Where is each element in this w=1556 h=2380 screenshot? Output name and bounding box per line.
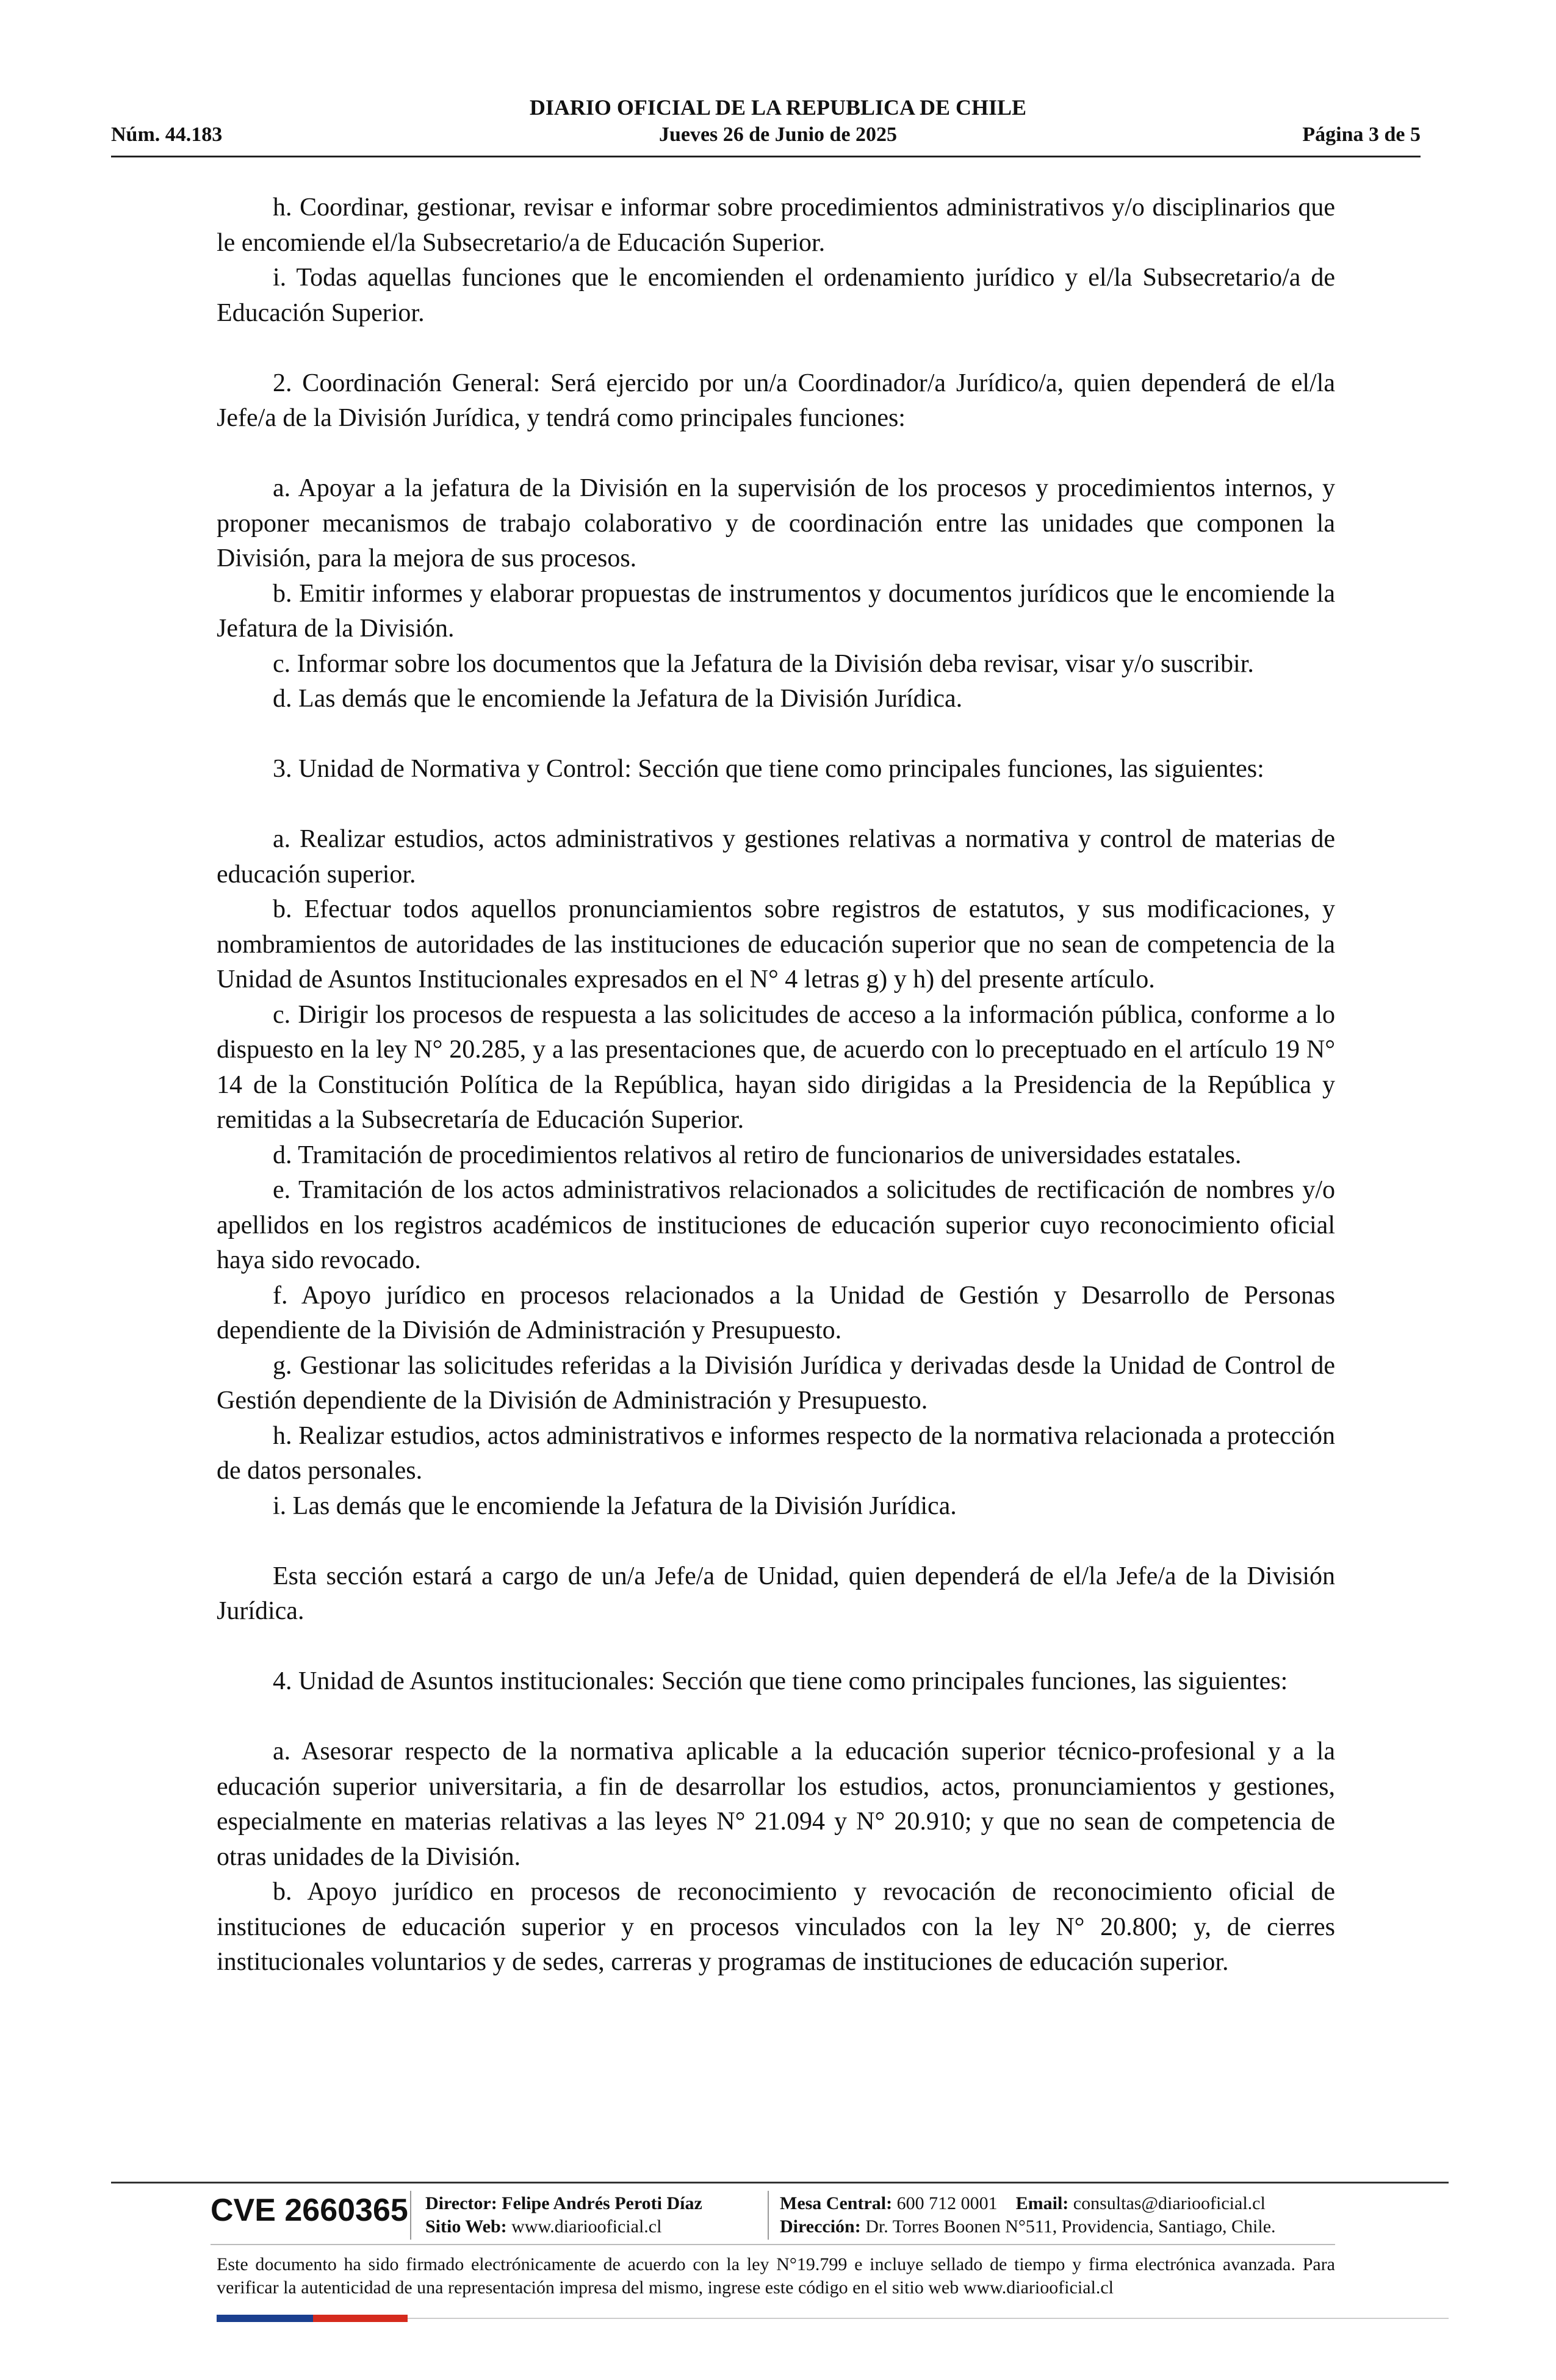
paragraph: Esta sección estará a cargo de un/a Jefe/a de Unidad, quien dependerá de el/la Jefe/a de la División Jurídica.	[217, 1562, 1335, 1625]
paragraph: h. Coordinar, gestionar, revisar e informar sobre procedimientos administrativos y/o disciplinarios que le encomiende el/la Subsecretario/a de Educación Superior.	[217, 193, 1335, 257]
paragraph: i. Todas aquellas funciones que le encomienden el ordenamiento jurídico y el/la Subsecretario/a de Educación Superior.	[217, 264, 1335, 327]
director-label: Director:	[425, 2193, 497, 2213]
email-label: Email:	[1015, 2193, 1069, 2213]
paragraph: a. Realizar estudios, actos administrativos y gestiones relativas a normativa y control de materias de educación superior.	[217, 825, 1335, 889]
paragraph: e. Tramitación de los actos administrativos relacionados a solicitudes de rectificación de nombres y/o apellidos en los registros académicos de instituciones de educación superior cuyo reconocimiento oficial haya sido revocado.	[217, 1176, 1335, 1274]
cve-code: CVE 2660365	[211, 2193, 408, 2228]
footer-director-block	[425, 2192, 702, 2238]
director-name: Felipe Andrés Peroti Díaz	[502, 2193, 702, 2213]
flag-bar-red	[313, 2315, 408, 2322]
newspaper-title: DIARIO OFICIAL DE LA REPUBLICA DE CHILE	[529, 95, 1027, 120]
paragraph: 2. Coordinación General: Será ejercido por un/a Coordinador/a Jurídico/a, quien dependerá de el/la Jefe/a de la División Jurídica, y tendrá como principales funciones:	[217, 369, 1335, 432]
issue-date: Jueves 26 de Junio de 2025	[658, 123, 898, 146]
flag-bar-blue	[217, 2315, 313, 2322]
footer-bottom-line	[408, 2318, 1449, 2319]
paragraph: i. Las demás que le encomiende la Jefatura de la División Jurídica.	[273, 1491, 957, 1520]
paragraph: b. Emitir informes y elaborar propuestas de instrumentos y documentos jurídicos que le encomiende la Jefatura de la División.	[217, 579, 1335, 643]
paragraph: h. Realizar estudios, actos administrativos e informes respecto de la normativa relacionada a protección de datos personales.	[217, 1421, 1335, 1485]
paragraph: d. Tramitación de procedimientos relativos al retiro de funcionarios de universidades estatales.	[273, 1141, 1242, 1169]
paragraph: d. Las demás que le encomiende la Jefatura de la División Jurídica.	[273, 685, 963, 713]
email-link[interactable]: consultas@diariooficial.cl	[1073, 2193, 1266, 2213]
header-divider	[111, 156, 1421, 157]
paragraph: b. Apoyo jurídico en procesos de reconocimiento y revocación de reconocimiento oficial de instituciones de educación superior y en procesos vinculados con la ley N° 20.800; y, de cierres institucionales voluntarios y de sedes, carreras y programas de instituciones de educación superior.	[217, 1878, 1335, 1976]
mesa-label: Mesa Central:	[780, 2193, 893, 2213]
footer-separator	[768, 2191, 769, 2240]
issue-number: Núm. 44.183	[111, 123, 223, 146]
footer-separator	[410, 2191, 411, 2240]
site-link[interactable]: www.diariooficial.cl	[511, 2216, 662, 2237]
paragraph: g. Gestionar las solicitudes referidas a la División Jurídica y derivadas desde la Unidad de Control de Gestión dependiente de la División de Administración y Presupuesto.	[217, 1351, 1335, 1415]
footer-thin-divider	[211, 2244, 1335, 2245]
paragraph: 3. Unidad de Normativa y Control: Sección que tiene como principales funciones, las siguientes:	[273, 755, 1264, 783]
paragraph: 4. Unidad de Asuntos institucionales: Sección que tiene como principales funciones, las siguientes:	[273, 1667, 1288, 1695]
mesa-phone: 600 712 0001	[896, 2193, 998, 2213]
paragraph: c. Dirigir los procesos de respuesta a las solicitudes de acceso a la información pública, conforme a lo dispuesto en la ley N° 20.285, y a las presentaciones que, de acuerdo con lo preceptuado en el artículo 19 N° 14 de la Constitución Política de la República, hayan sido dirigidas a la Presidencia de la República y remitidas a la Subsecretaría de Educación Superior.	[217, 1000, 1335, 1134]
address-value: Dr. Torres Boonen N°511, Providencia, Santiago, Chile.	[865, 2216, 1276, 2237]
address-label: Dirección:	[780, 2216, 861, 2237]
signature-note: Este documento ha sido firmado electrónicamente de acuerdo con la ley N°19.799 e incluye sellado de tiempo y firma electrónica avanzada. Para verificar la autenticidad de una representación impresa del mismo, ingrese este código en el sitio web www.diariooficial.cl	[217, 2254, 1335, 2298]
paragraph: b. Efectuar todos aquellos pronunciamientos sobre registros de estatutos, y sus modificaciones, y nombramientos de autoridades de las instituciones de educación superior que no sean de competencia de la Unidad de Asuntos Institucionales expresados en el N° 4 letras g) y h) del presente artículo.	[217, 895, 1335, 993]
paragraph: a. Asesorar respecto de la normativa aplicable a la educación superior técnico-profesional y a la educación superior universitaria, a fin de desarrollar los estudios, actos, pronunciamientos y gestiones, especialmente en materias relativas a las leyes N° 21.094 y N° 20.910; y que no sean de competencia de otras unidades de la División.	[217, 1737, 1335, 1871]
page-indicator: Página 3 de 5	[1302, 123, 1421, 146]
paragraph: a. Apoyar a la jefatura de la División en la supervisión de los procesos y procedimientos internos, y proponer mecanismos de trabajo colaborativo y de coordinación entre las unidades que componen la División, para la mejora de sus procesos.	[217, 474, 1335, 572]
paragraph: f. Apoyo jurídico en procesos relacionados a la Unidad de Gestión y Desarrollo de Personas dependiente de la División de Administración y Presupuesto.	[217, 1281, 1335, 1344]
footer-contact-block	[780, 2192, 1276, 2238]
document-body	[217, 190, 1335, 1980]
paragraph: c. Informar sobre los documentos que la Jefatura de la División deba revisar, visar y/o suscribir.	[273, 649, 1254, 678]
site-label: Sitio Web:	[425, 2216, 507, 2237]
footer-divider	[111, 2182, 1449, 2183]
